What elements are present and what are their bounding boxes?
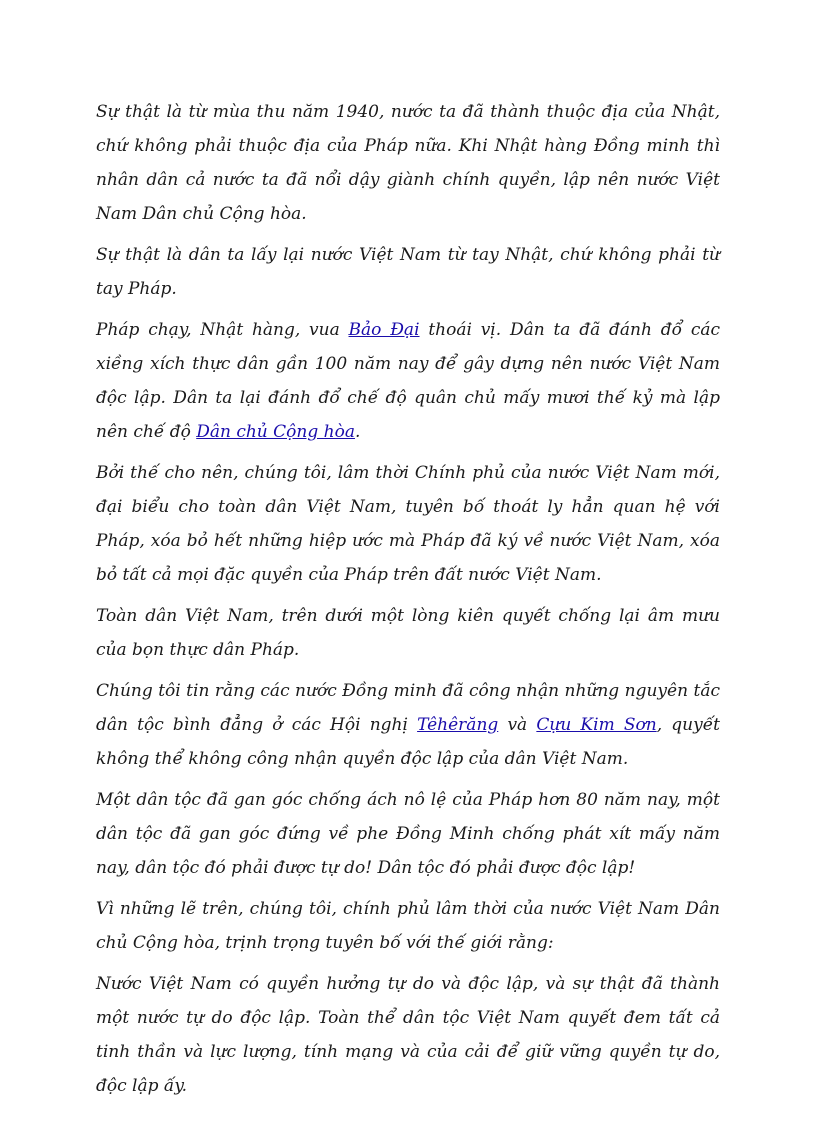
paragraph-text: Sự thật là dân ta lấy lại nước Việt Nam từ tay Nhật, chứ không phải từ tay Pháp.: [96, 245, 720, 299]
paragraph-text: .: [354, 422, 361, 442]
paragraph: [96, 238, 720, 306]
document-body: [96, 95, 720, 1110]
paragraph: [96, 599, 720, 667]
hyperlink[interactable]: Têhêrăng: [417, 715, 499, 735]
paragraph: [96, 95, 720, 231]
hyperlink[interactable]: Dân chủ Cộng hòa: [196, 422, 355, 442]
paragraph: [96, 456, 720, 592]
paragraph-text: Một dân tộc đã gan góc chống ách nô lệ của Pháp hơn 80 năm nay, một dân tộc đã gan góc đứng về phe Đồng Minh chống phát xít mấy năm nay, dân tộc đó phải được tự do! Dân tộc đó phải được độc lập!: [96, 790, 720, 878]
paragraph-text: , quyết không thể không công nhận quyền độc lập của dân Việt Nam.: [96, 715, 720, 769]
paragraph: [96, 313, 720, 449]
paragraph: [96, 783, 720, 885]
paragraph-text: Sự thật là từ mùa thu năm 1940, nước ta đã thành thuộc địa của Nhật, chứ không phải thuộc địa của Pháp nữa. Khi Nhật hàng Đồng minh thì nhân dân cả nước ta đã nổi dậy giành chính quyền, lập nên nước Việt Nam Dân chủ Cộng hòa.: [96, 102, 720, 224]
paragraph-text: Pháp chạy, Nhật hàng, vua: [96, 320, 349, 340]
paragraph-text: Toàn dân Việt Nam, trên dưới một lòng kiên quyết chống lại âm mưu của bọn thực dân Pháp.: [96, 606, 720, 660]
hyperlink[interactable]: Bảo Đại: [348, 320, 420, 340]
paragraph: [96, 674, 720, 776]
hyperlink[interactable]: Cựu Kim Sơn: [536, 715, 657, 735]
paragraph-text: và: [498, 715, 537, 735]
paragraph: [96, 892, 720, 960]
paragraph-text: Chúng tôi tin rằng các nước Đồng minh đã công nhận những nguyên tắc dân tộc bình đẳng ở các Hội nghị: [96, 681, 720, 735]
paragraph: [96, 967, 720, 1103]
paragraph-text: Bởi thế cho nên, chúng tôi, lâm thời Chính phủ của nước Việt Nam mới, đại biểu cho toàn dân Việt Nam, tuyên bố thoát ly hẳn quan hệ với Pháp, xóa bỏ hết những hiệp ước mà Pháp đã ký về nước Việt Nam, xóa bỏ tất cả mọi đặc quyền của Pháp trên đất nước Việt Nam.: [96, 463, 720, 585]
paragraph-text: Nước Việt Nam có quyền hưởng tự do và độc lập, và sự thật đã thành một nước tự do độc lập. Toàn thể dân tộc Việt Nam quyết đem tất cả tinh thần và lực lượng, tính mạng và của cải để giữ vững quyền tự do, độc lập ấy.: [96, 974, 720, 1096]
paragraph-text: Vì những lẽ trên, chúng tôi, chính phủ lâm thời của nước Việt Nam Dân chủ Cộng hòa, trịnh trọng tuyên bố với thế giới rằng:: [96, 899, 720, 953]
paragraph-text: thoái vị. Dân ta đã đánh đổ các xiềng xích thực dân gần 100 năm nay để gây dựng nên nước Việt Nam độc lập. Dân ta lại đánh đổ chế độ quân chủ mấy mươi thế kỷ mà lập nên chế độ: [96, 320, 721, 442]
